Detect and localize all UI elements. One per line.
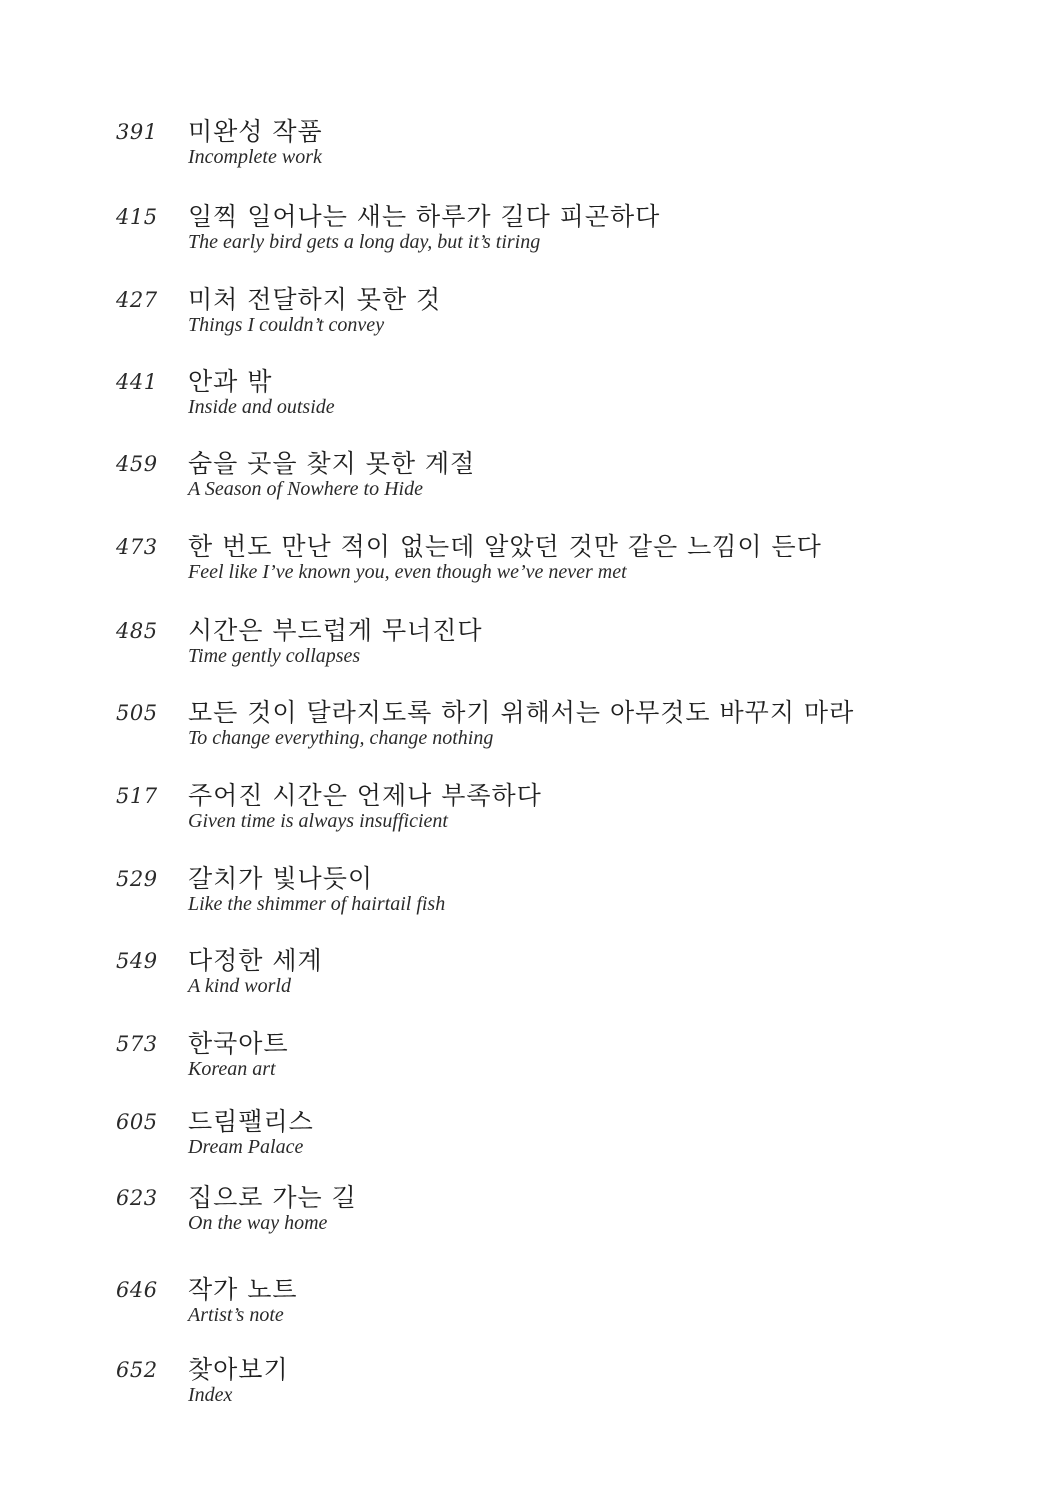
korean-title: 미처 전달하지 못한 것 [188,285,442,314]
page-number: 623 [116,1186,158,1210]
korean-title: 찾아보기 [188,1355,289,1384]
english-title: Inside and outside [188,396,335,418]
page-number: 605 [116,1110,158,1134]
english-title: Things I couldn’t convey [188,314,385,336]
page-number: 549 [116,949,158,973]
korean-title: 일찍 일어나는 새는 하루가 길다 피곤하다 [188,202,661,231]
korean-title: 다정한 세계 [188,946,323,975]
page-number: 391 [116,120,158,144]
korean-title: 집으로 가는 길 [188,1183,357,1212]
page-number: 505 [116,701,158,725]
toc-entry [0,444,1047,514]
page-number: 427 [116,288,158,312]
english-title: The early bird gets a long day, but it’s tiring [188,231,541,253]
english-title: A kind world [188,975,291,997]
page-number: 459 [116,452,158,476]
toc-entry [0,859,1047,929]
english-title: Korean art [188,1058,276,1080]
toc-entry [0,1102,1047,1172]
english-title: To change everything, change nothing [188,727,494,749]
english-title: Incomplete work [188,146,322,168]
page-number: 441 [116,370,158,394]
english-title: On the way home [188,1212,328,1234]
korean-title: 갈치가 빛나듯이 [188,864,373,893]
korean-title: 미완성 작품 [188,117,323,146]
page-number: 529 [116,867,158,891]
toc-entry [0,1350,1047,1420]
korean-title: 작가 노트 [188,1275,298,1304]
toc-entry [0,1270,1047,1340]
english-title: A Season of Nowhere to Hide [188,478,423,500]
toc-entry [0,1024,1047,1094]
korean-title: 안과 밖 [188,367,273,396]
korean-title: 시간은 부드럽게 무너진다 [188,616,483,645]
page-number: 652 [116,1358,158,1382]
korean-title: 한 번도 만난 적이 없는데 알았던 것만 같은 느낌이 든다 [188,532,822,561]
toc-entry [0,362,1047,432]
page-number: 646 [116,1278,158,1302]
english-title: Dream Palace [188,1136,304,1158]
page-number: 473 [116,535,158,559]
english-title: Feel like I’ve known you, even though we’ve never met [188,561,627,583]
english-title: Time gently collapses [188,645,361,667]
english-title: Index [188,1384,233,1406]
page-number: 415 [116,205,158,229]
page-number: 485 [116,619,158,643]
toc-entry [0,941,1047,1011]
page-number: 517 [116,784,158,808]
korean-title: 숨을 곳을 찾지 못한 계절 [188,449,476,478]
english-title: Like the shimmer of hairtail fish [188,893,446,915]
korean-title: 드림팰리스 [188,1107,314,1136]
toc-entry [0,527,1047,597]
toc-entry [0,112,1047,182]
korean-title: 한국아트 [188,1029,289,1058]
english-title: Given time is always insufficient [188,810,448,832]
toc-entry [0,776,1047,846]
toc-entry [0,611,1047,681]
toc-entry [0,280,1047,350]
english-title: Artist’s note [188,1304,284,1326]
toc-entry [0,1178,1047,1248]
page-number: 573 [116,1032,158,1056]
korean-title: 모든 것이 달라지도록 하기 위해서는 아무것도 바꾸지 마라 [188,698,855,727]
korean-title: 주어진 시간은 언제나 부족하다 [188,781,542,810]
toc-entry [0,197,1047,267]
toc-entry [0,693,1047,763]
